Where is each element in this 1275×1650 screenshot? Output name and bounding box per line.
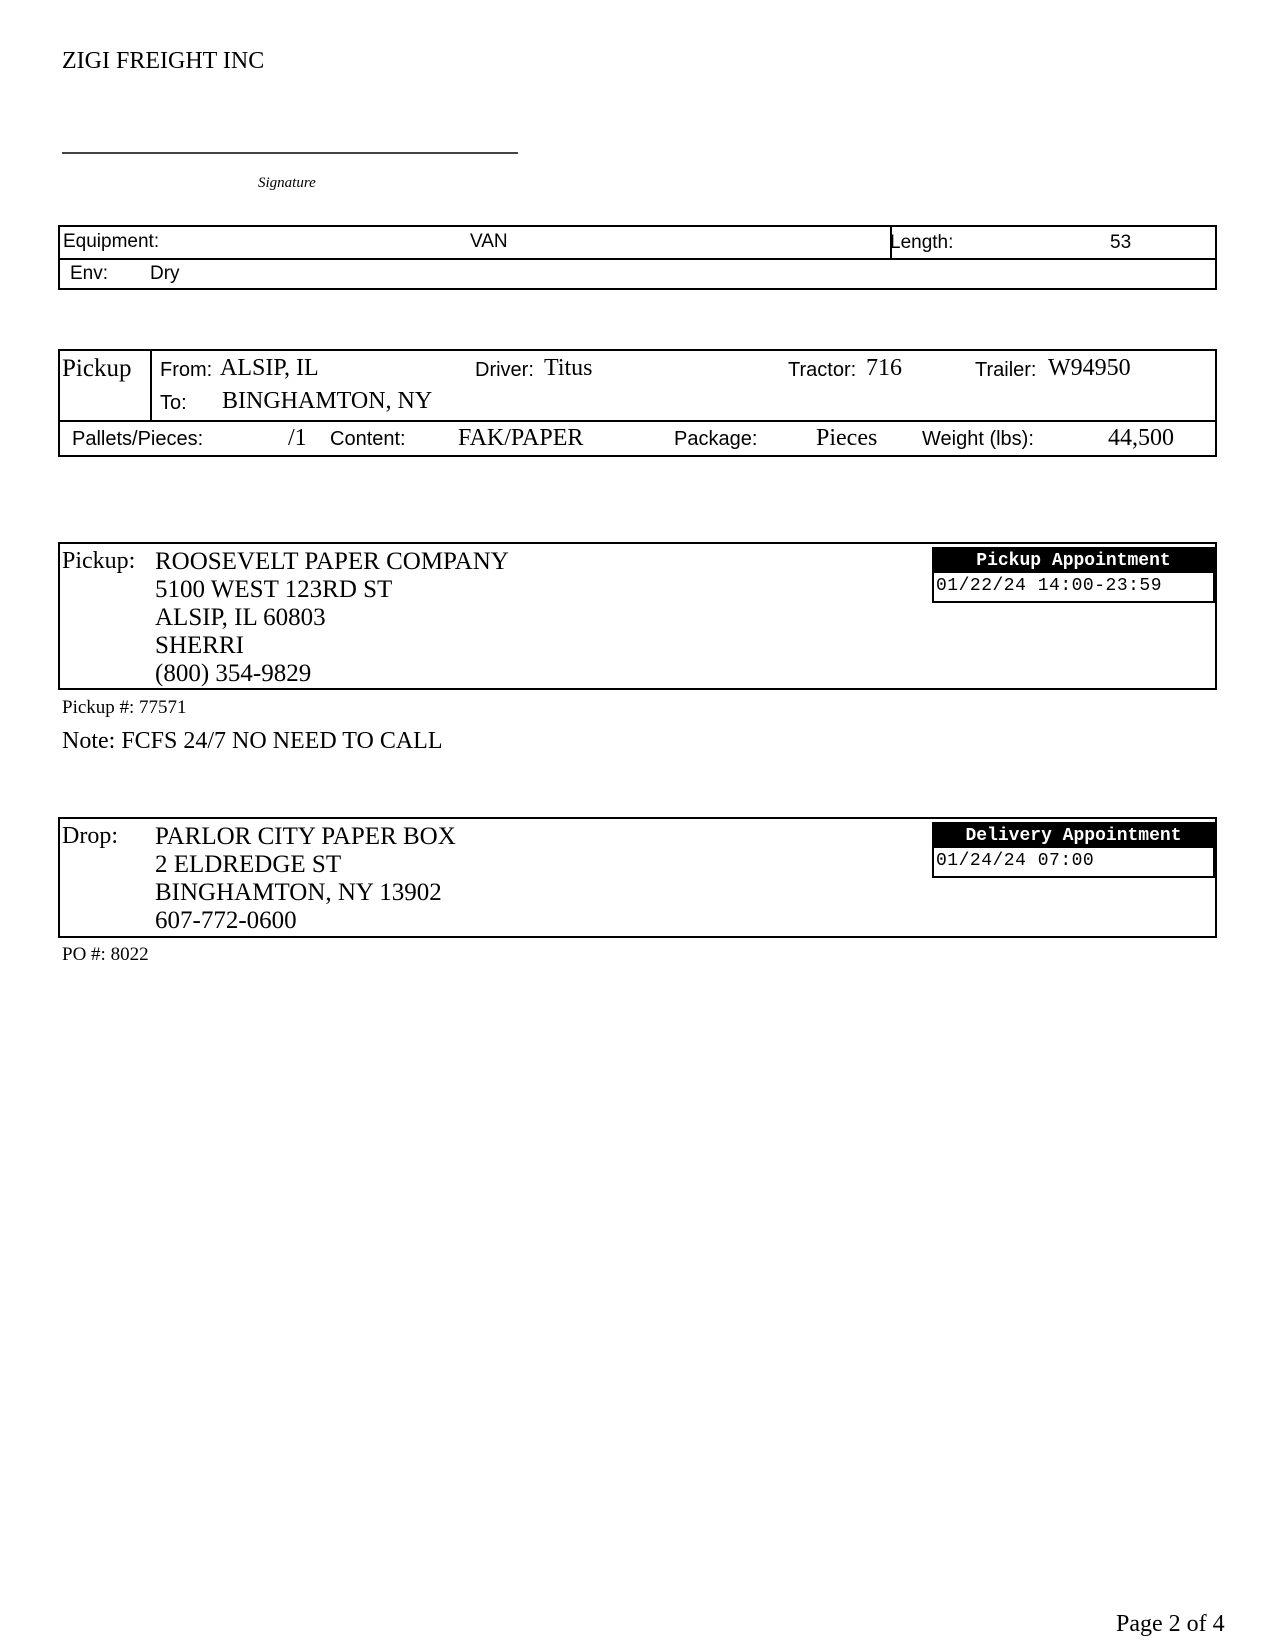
trailer-label: Trailer:	[975, 359, 1037, 381]
signature-line	[62, 152, 518, 154]
equipment-divider-horizontal	[60, 258, 1215, 260]
from-label: From:	[160, 359, 213, 381]
tractor-label: Tractor:	[788, 359, 857, 381]
driver-label: Driver:	[475, 359, 534, 381]
content-label: Content:	[330, 428, 406, 450]
pickup-summary-box	[58, 349, 1217, 457]
package-label: Package:	[674, 428, 758, 450]
pickup-stop-label: Pickup:	[62, 548, 136, 574]
drop-phone: 607-772-0600	[155, 907, 297, 934]
delivery-appointment-box	[932, 822, 1215, 878]
summary-divider-vertical	[150, 351, 152, 420]
pickup-section-label: Pickup	[62, 355, 132, 382]
length-label: Length:	[890, 232, 954, 253]
length-value: 53	[1110, 232, 1132, 253]
equipment-box	[58, 225, 1217, 290]
drop-street: 2 ELDREDGE ST	[155, 851, 342, 878]
pickup-street: 5100 WEST 123RD ST	[155, 576, 393, 603]
package-value: Pieces	[816, 425, 878, 451]
drop-stop-label: Drop:	[62, 823, 118, 849]
env-label: Env:	[70, 263, 109, 284]
pallets-label: Pallets/Pieces:	[72, 428, 204, 450]
content-value: FAK/PAPER	[458, 425, 584, 451]
drop-stop-box	[58, 817, 1217, 938]
env-value: Dry	[150, 263, 180, 284]
equipment-value: VAN	[470, 231, 508, 252]
pickup-reference: Pickup #: 77571	[62, 697, 187, 718]
pickup-appointment-value: 01/22/24 14:00-23:59	[936, 576, 1163, 596]
to-label: To:	[160, 392, 187, 414]
signature-label: Signature	[258, 175, 316, 191]
company-name: ZIGI FREIGHT INC	[62, 48, 265, 74]
tractor-value: 716	[866, 355, 902, 381]
drop-company-name: PARLOR CITY PAPER BOX	[155, 823, 456, 850]
pickup-phone: (800) 354-9829	[155, 660, 312, 687]
pickup-company-name: ROOSEVELT PAPER COMPANY	[155, 548, 509, 575]
weight-label: Weight (lbs):	[922, 428, 1034, 450]
pickup-appointment-title: Pickup Appointment	[934, 549, 1213, 573]
pickup-address-block	[155, 548, 509, 688]
driver-value: Titus	[544, 355, 593, 381]
pickup-note: Note: FCFS 24/7 NO NEED TO CALL	[62, 728, 443, 754]
trailer-value: W94950	[1048, 355, 1131, 381]
pickup-stop-box	[58, 542, 1217, 690]
pickup-city: ALSIP, IL 60803	[155, 604, 326, 631]
drop-city: BINGHAMTON, NY 13902	[155, 879, 442, 906]
drop-reference: PO #: 8022	[62, 944, 149, 965]
delivery-appointment-value: 01/24/24 07:00	[936, 851, 1095, 871]
weight-value: 44,500	[1108, 425, 1174, 451]
pickup-appointment-box	[932, 547, 1215, 603]
pickup-contact: SHERRI	[155, 632, 244, 659]
delivery-appointment-title: Delivery Appointment	[934, 824, 1213, 848]
drop-address-block	[155, 823, 456, 935]
pallets-value: /1	[288, 425, 307, 451]
from-value: ALSIP, IL	[220, 355, 319, 381]
to-value: BINGHAMTON, NY	[222, 388, 433, 414]
page-number: Page 2 of 4	[1116, 1611, 1225, 1637]
equipment-label: Equipment:	[63, 231, 160, 252]
summary-divider-horizontal	[60, 420, 1215, 422]
